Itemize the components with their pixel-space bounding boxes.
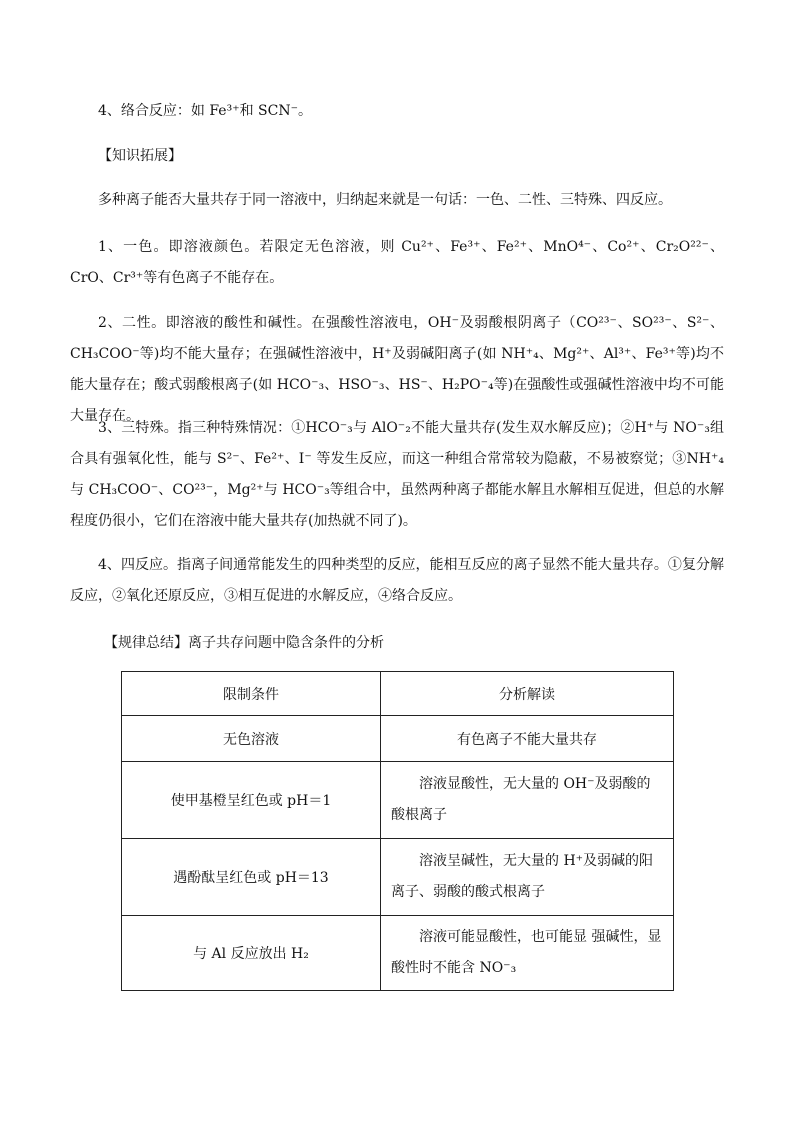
condition-cell: 使甲基橙呈红色或 pH＝1 [122,762,381,839]
paragraph-intro: 多种离子能否大量共存于同一溶液中，归纳起来就是一句话：一色、二性、三特殊、四反应。 [98,192,672,208]
rule-summary-title: 【规律总结】离子共存问题中隐含条件的分析 [104,635,384,651]
column-header-analysis: 分析解读 [381,672,674,716]
analysis-cell: 有色离子不能大量共存 [381,716,674,762]
table-row [122,839,674,916]
paragraph-complex-reaction: 4、络合反应：如 Fe³⁺和 SCN⁻。 [98,103,312,119]
table-row [122,762,674,839]
ion-coexistence-table [121,671,674,991]
paragraph-three-special: 3、三特殊。指三种特殊情况：①HCO⁻₃与 AlO⁻₂不能大量共存(发生双水解反应)；②H⁺与 NO⁻₃组合具有强氧化性，能与 S²⁻、Fe²⁺、I⁻ 等发生反应，而这一种组合常常较为隐蔽，不易被察觉；③NH⁺₄与 CH₃COO⁻、CO²³⁻，Mg²⁺与 HCO⁻₃等组合中，虽然两种离子都能水解且水解相互促进，但总的水解程度仍很小，它们在溶液中能大量共存(加热就不同了)。 [70,420,724,529]
table-header-row [122,672,674,716]
column-header-condition: 限制条件 [122,672,381,716]
analysis-cell: 溶液呈碱性，无大量的 H⁺及弱碱的阳离子、弱酸的酸式根离子 [381,839,674,916]
heading-knowledge-extension: 【知识拓展】 [98,148,182,164]
condition-cell: 与 Al 反应放出 H₂ [122,916,381,991]
table-row [122,716,674,762]
analysis-cell: 溶液显酸性，无大量的 OH⁻及弱酸的酸根离子 [381,762,674,839]
table-row [122,916,674,991]
paragraph-two-properties: 2、二性。即溶液的酸性和碱性。在强酸性溶液电，OH⁻及弱酸根阴离子（CO²³⁻、SO²³⁻、S²⁻、CH₃COO⁻等)均不能大量存；在强碱性溶液中，H⁺及弱碱阳离子(如 NH⁺₄、Mg²⁺、Al³⁺、Fe³⁺等)均不能大量存在；酸式弱酸根离子(如 HCO⁻₃、HSO⁻₃、HS⁻、H₂PO⁻₄等)在强酸性或强碱性溶液中均不可能大量存在。 [70,315,724,424]
paragraph-four-reactions: 4、四反应。指离子间通常能发生的四种类型的反应，能相互反应的离子显然不能大量共存。①复分解反应，②氧化还原反应，③相互促进的水解反应，④络合反应。 [70,557,724,604]
analysis-cell: 溶液可能显酸性，也可能显 强碱性，显酸性时不能含 NO⁻₃ [381,916,674,991]
condition-cell: 无色溶液 [122,716,381,762]
paragraph-one-color: 1、一色。即溶液颜色。若限定无色溶液，则 Cu²⁺、Fe³⁺、Fe²⁺、MnO⁴⁻、Co²⁺、Cr₂O²²⁻、CrO、Cr³⁺等有色离子不能存在。 [70,239,724,286]
condition-cell: 遇酚酞呈红色或 pH＝13 [122,839,381,916]
